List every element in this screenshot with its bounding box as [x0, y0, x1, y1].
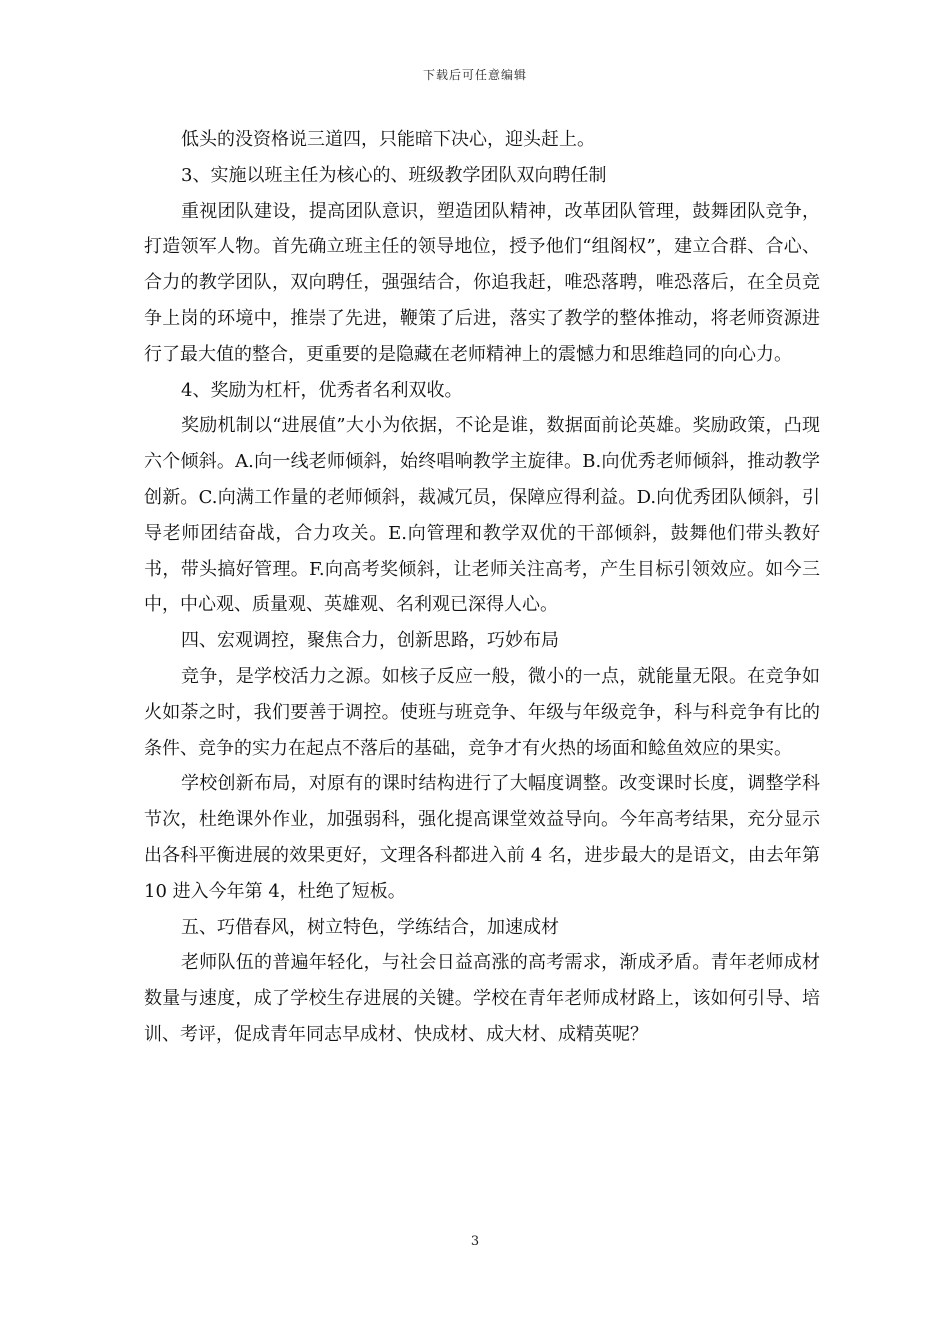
section-heading-4: 四、宏观调控，聚焦合力，创新思路，巧妙布局 — [181, 630, 559, 652]
paragraph-7: 竞争，是学校活力之源。如核子反应一般，微小的一点，就能量无限。在竞争如火如荼之时，我们要善于调控。使班与班竞争、年级与年级竞争，科与科竞争有比的条件、竞争的实力在起点不落后的基础，竞争才有火热的场面和鲶鱼效应的果实。 — [144, 665, 820, 759]
heading-4: 4、奖励为杠杆，优秀者名利双收。 — [181, 379, 463, 401]
paragraph-1: 低头的没资格说三道四，只能暗下决心，迎头赶上。 — [181, 129, 595, 150]
paragraph-8: 学校创新布局，对原有的课时结构进行了大幅度调整。改变课时长度，调整学科节次，杜绝课外作业，加强弱科，强化提高课堂效益导向。今年高考结果，充分显示出各科平衡进展的效果更好，文理各科都进入前 4 名，进步最大的是语文，由去年第 10 进入今年第 4，杜绝了短板。 — [144, 773, 820, 902]
document-body — [144, 122, 820, 1053]
paragraph-10: 老师队伍的普遍年轻化，与社会日益高涨的高考需求，渐成矛盾。青年老师成材数量与速度，成了学校生存进展的关键。学校在青年老师成材路上，该如何引导、培训、考评，促成青年同志早成材、快成材、成大材、成精英呢？ — [144, 952, 820, 1045]
paragraph-5: 奖励机制以“进展值”大小为依据，不论是谁，数据面前论英雄。奖励政策，凸现六个倾斜。A.向一线老师倾斜，始终唱响教学主旋律。B.向优秀老师倾斜，推动教学创新。C.向满工作量的老师倾斜，裁减冗员，保障应得利益。D.向优秀团队倾斜，引导老师团结奋战，合力攻关。E.向管理和教学双优的干部倾斜，鼓舞他们带头教好书，带头搞好管理。F.向高考奖倾斜，让老师关注高考，产生目标引领效应。如今三中，中心观、质量观、英雄观、名利观已深得人心。 — [144, 415, 820, 616]
heading-3: 3、实施以班主任为核心的、班级教学团队双向聘任制 — [181, 164, 607, 186]
paragraph-3: 重视团队建设，提高团队意识，塑造团队精神，改革团队管理，鼓舞团队竞争，打造领军人物。首先确立班主任的领导地位，授予他们“组阁权”，建立合群、合心、合力的教学团队，双向聘任，强强结合，你追我赶，唯恐落聘，唯恐落后，在全员竞争上岗的环境中，推崇了先进，鞭策了后进，落实了教学的整体推动，将老师资源进行了最大值的整合，更重要的是隐藏在老师精神上的震憾力和思维趋同的向心力。 — [144, 200, 820, 365]
section-heading-5: 五、巧借春风，树立特色，学练结合，加速成材 — [181, 916, 559, 938]
page-header-note: 下载后可任意编辑 — [422, 68, 527, 82]
page-number: 3 — [470, 1234, 480, 1249]
